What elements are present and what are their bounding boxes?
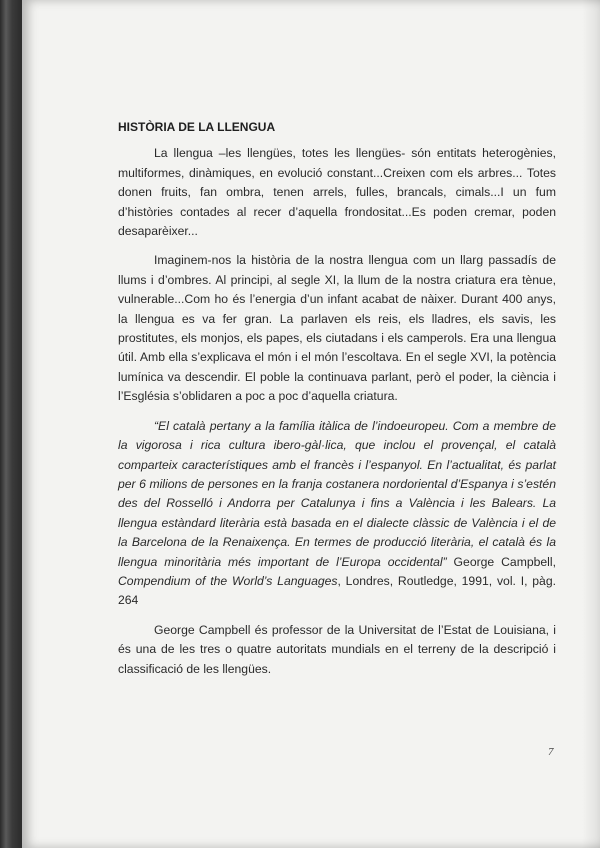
page-number: 7 — [548, 746, 554, 758]
quotation-author: George Campbell, — [446, 554, 556, 569]
quotation-reference: , Londres, Routledge, 1991, vol. I, pàg. 264 — [118, 573, 556, 608]
section-title: HISTÒRIA DE LA LLENGUA — [118, 120, 276, 134]
document-page — [22, 0, 600, 848]
block-quotation — [118, 417, 556, 611]
quotation-work-title: Compendium of the World’s Languages — [118, 573, 338, 588]
paragraph-intro: La llengua –les llengües, totes les llengües- són entitats heterogènies, multiformes, dinàmiques, en evolució constant...Creixen com els arbres... Totes donen fruits, fan ombra, tenen arrels, fulles, brancals, cimals...I un fum d’històries contades al recer d’aquella frondositat...Es poden cremar, poden desaparèixer... — [118, 146, 556, 239]
paragraph-history: Imaginem-nos la història de la nostra llengua com un llarg passadís de llums i d’ombres. Al principi, al segle XI, la llum de la nostra criatura era tènue, vulnerable...Com ho és l’energia d’un infant acabat de nàixer. Durant 400 anys, la llengua es va fer gran. La parlaven els reis, els lladres, els savis, les prostitutes, els monjos, els papes, els ciutadans i els camperols. Era una llengua útil. Amb ella s’explicava el món i el món l’escoltava. En el segle XVI, la potència lumínica va descendir. El poble la continuava parlant, però el poder, la ciència i l’Església s’oblidaren a poc a poc d’aquella criatura. — [118, 253, 556, 404]
quotation-text: “El català pertany a la família itàlica de l’indoeuropeu. Com a membre de la vigorosa i rica cultura ibero-gàl·lica, que inclou el provençal, el català comparteix característiques amb el francès i l’espanyol. En l’actualitat, és parlat per 6 milions de persones en la franja costanera nordoriental d’Espanya i s’estén des del Rosselló i Andorra per Catalunya i fins a València i les Balears. La llengua estàndard literària està basada en el dialecte clàssic de València i el de la Barcelona de la Renaixença. En termes de producció literària, el català és la llengua minoritària més important de l’Europa occidental” — [118, 418, 556, 569]
page-content — [118, 118, 556, 679]
paragraph-author-note: George Campbell és professor de la Universitat de l’Estat de Louisiana, i és una de les tres o quatre autoritats mundials en el terreny de la descripció i classificació de les llengües. — [118, 622, 556, 676]
